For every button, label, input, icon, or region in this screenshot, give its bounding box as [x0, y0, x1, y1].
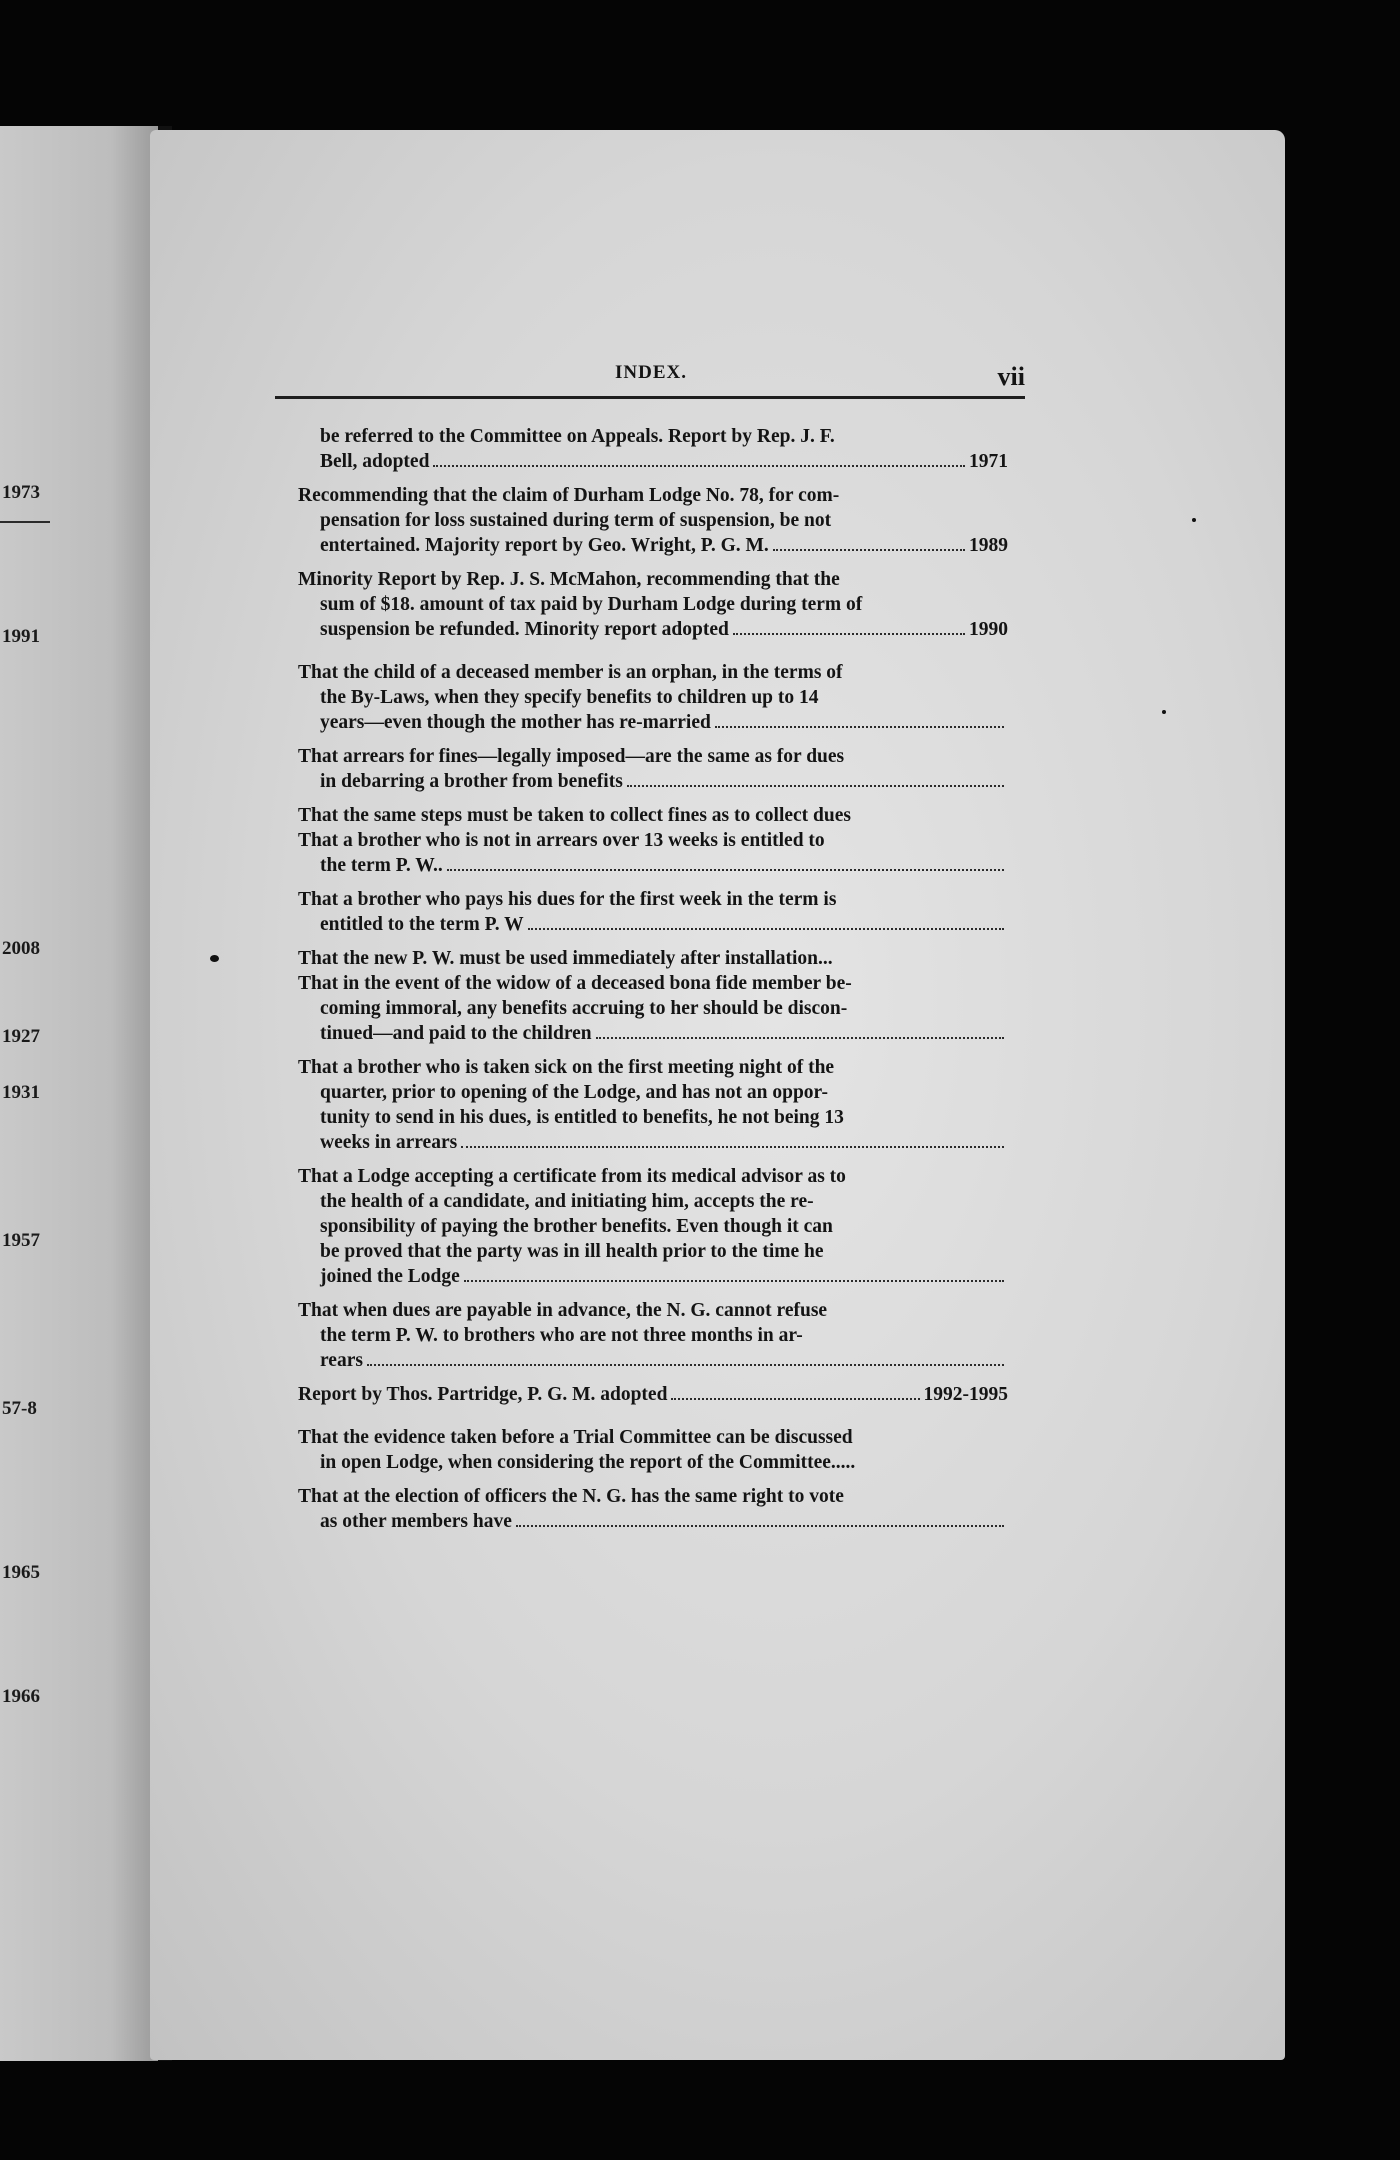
entry-line: be proved that the party was in ill health prior to the time he [320, 1241, 824, 1262]
index-entry [298, 1055, 1008, 1155]
entry-line: That the same steps must be taken to collect fines as to collect dues [298, 805, 851, 826]
entry-leader-line [298, 1130, 1008, 1155]
index-entry [298, 660, 1008, 735]
left-page-number: 57-8 [2, 1398, 37, 1419]
entry-line: be referred to the Committee on Appeals. Report by Rep. J. F. [320, 426, 835, 447]
entry-leader-line [298, 853, 1008, 878]
left-page-rule [0, 521, 50, 523]
entry-leader-text: in debarring a brother from benefits [320, 771, 623, 792]
dot-leader [447, 869, 1004, 871]
entry-line: in open Lodge, when considering the report of the Committee..... [320, 1452, 856, 1473]
entry-line: sum of $18. amount of tax paid by Durham Lodge during term of [320, 594, 863, 615]
left-page-number: 1991 [2, 626, 40, 647]
dot-leader [596, 1037, 1004, 1039]
entry-leader-text: tinued—and paid to the children [320, 1023, 592, 1044]
entry-line: the health of a candidate, and initiating him, accepts the re- [320, 1191, 814, 1212]
dot-leader [516, 1525, 1004, 1527]
left-page-number: 1965 [2, 1562, 40, 1583]
left-page-number: 1927 [2, 1026, 40, 1047]
entry-line: That a brother who is taken sick on the first meeting night of the [298, 1057, 835, 1078]
entry-leader-text: entertained. Majority report by Geo. Wright, P. G. M. [320, 535, 769, 556]
entry-leader-line [298, 1264, 1008, 1289]
dot-leader [627, 785, 1004, 787]
dot-leader [461, 1146, 1004, 1148]
dot-leader [433, 465, 965, 467]
entry-page-ref: 1989 [969, 535, 1008, 556]
index-entry [298, 1164, 1008, 1289]
dot-leader [773, 549, 965, 551]
index-entry [298, 887, 1008, 937]
entry-leader-text: Bell, adopted [320, 451, 430, 472]
entry-line: coming immoral, any benefits accruing to her should be discon- [320, 998, 848, 1019]
entry-leader-line [298, 449, 1008, 474]
entry-line: That the new P. W. must be used immediately after installation... [298, 948, 833, 969]
entry-line: That a brother who pays his dues for the first week in the term is [298, 889, 837, 910]
entry-line: That when dues are payable in advance, the N. G. cannot refuse [298, 1300, 828, 1321]
index-content [298, 424, 1008, 1543]
entry-line: That a Lodge accepting a certificate from its medical advisor as to [298, 1166, 846, 1187]
entry-line: That at the election of officers the N. G. has the same right to vote [298, 1486, 844, 1507]
entry-line: tunity to send in his dues, is entitled to benefits, he not being 13 [320, 1107, 844, 1128]
entry-line: the By-Laws, when they specify benefits to children up to 14 [320, 687, 819, 708]
left-page-number: 1973 [2, 482, 40, 503]
entry-leader-line [298, 912, 1008, 937]
entry-leader-text: Report by Thos. Partridge, P. G. M. adopted [298, 1384, 668, 1405]
left-page-number: 1966 [2, 1686, 40, 1707]
entry-page-ref: 1990 [969, 619, 1008, 640]
entry-line: the term P. W. to brothers who are not three months in ar- [320, 1325, 803, 1346]
left-page-number: 1931 [2, 1082, 40, 1103]
entry-leader-text: rears [320, 1350, 363, 1371]
index-entry [298, 803, 1008, 878]
entry-leader-line [298, 1348, 1008, 1373]
entry-line: That arrears for fines—legally imposed—are the same as for dues [298, 746, 845, 767]
index-entry [298, 1382, 1008, 1407]
index-entry [298, 424, 1008, 474]
ink-speck [210, 955, 219, 962]
dot-leader [715, 726, 1004, 728]
entry-leader-text: as other members have [320, 1511, 512, 1532]
left-page [0, 126, 158, 2061]
entry-page-ref: 1992-1995 [923, 1384, 1008, 1405]
entry-page-ref: 1971 [969, 451, 1008, 472]
left-page-number: 1957 [2, 1230, 40, 1251]
index-entry [298, 946, 1008, 1046]
entry-line: That in the event of the widow of a deceased bona fide member be- [298, 973, 852, 994]
entry-leader-line [298, 1382, 1008, 1407]
entry-line: That a brother who is not in arrears over 13 weeks is entitled to [298, 830, 825, 851]
entry-line: pensation for loss sustained during term of suspension, be not [320, 510, 832, 531]
entry-line: That the evidence taken before a Trial Committee can be discussed [298, 1427, 853, 1448]
dot-leader [528, 928, 1004, 930]
entry-leader-line [298, 617, 1008, 642]
entry-line: Recommending that the claim of Durham Lodge No. 78, for com- [298, 485, 840, 506]
dot-leader [464, 1280, 1004, 1282]
entry-leader-line [298, 1021, 1008, 1046]
index-entry [298, 1484, 1008, 1534]
entry-leader-text: suspension be refunded. Minority report adopted [320, 619, 729, 640]
header-rule [275, 396, 1025, 399]
left-page-number: 2008 [2, 938, 40, 959]
entry-leader-text: entitled to the term P. W [320, 914, 524, 935]
page-number: vii [997, 362, 1025, 391]
index-entry [298, 744, 1008, 794]
ink-speck [1192, 518, 1196, 522]
ink-speck [1162, 710, 1166, 714]
page-title: INDEX. [615, 362, 687, 383]
entry-line: Minority Report by Rep. J. S. McMahon, recommending that the [298, 569, 840, 590]
index-entry [298, 567, 1008, 642]
entry-leader-line [298, 710, 1008, 735]
entry-line: quarter, prior to opening of the Lodge, and has not an oppor- [320, 1082, 828, 1103]
entry-leader-text: weeks in arrears [320, 1132, 458, 1153]
index-entry [298, 1425, 1008, 1475]
entry-leader-line [298, 533, 1008, 558]
entry-leader-text: joined the Lodge [320, 1266, 460, 1287]
dot-leader [367, 1364, 1004, 1366]
index-entry [298, 1298, 1008, 1373]
entry-leader-line [298, 769, 1008, 794]
entry-leader-text: the term P. W.. [320, 855, 443, 876]
entry-line: That the child of a deceased member is an orphan, in the terms of [298, 662, 843, 683]
entry-leader-text: years—even though the mother has re-married [320, 712, 711, 733]
dot-leader [733, 633, 965, 635]
index-entry [298, 483, 1008, 558]
entry-line: sponsibility of paying the brother benefits. Even though it can [320, 1216, 833, 1237]
entry-leader-line [298, 1509, 1008, 1534]
dot-leader [671, 1398, 919, 1400]
